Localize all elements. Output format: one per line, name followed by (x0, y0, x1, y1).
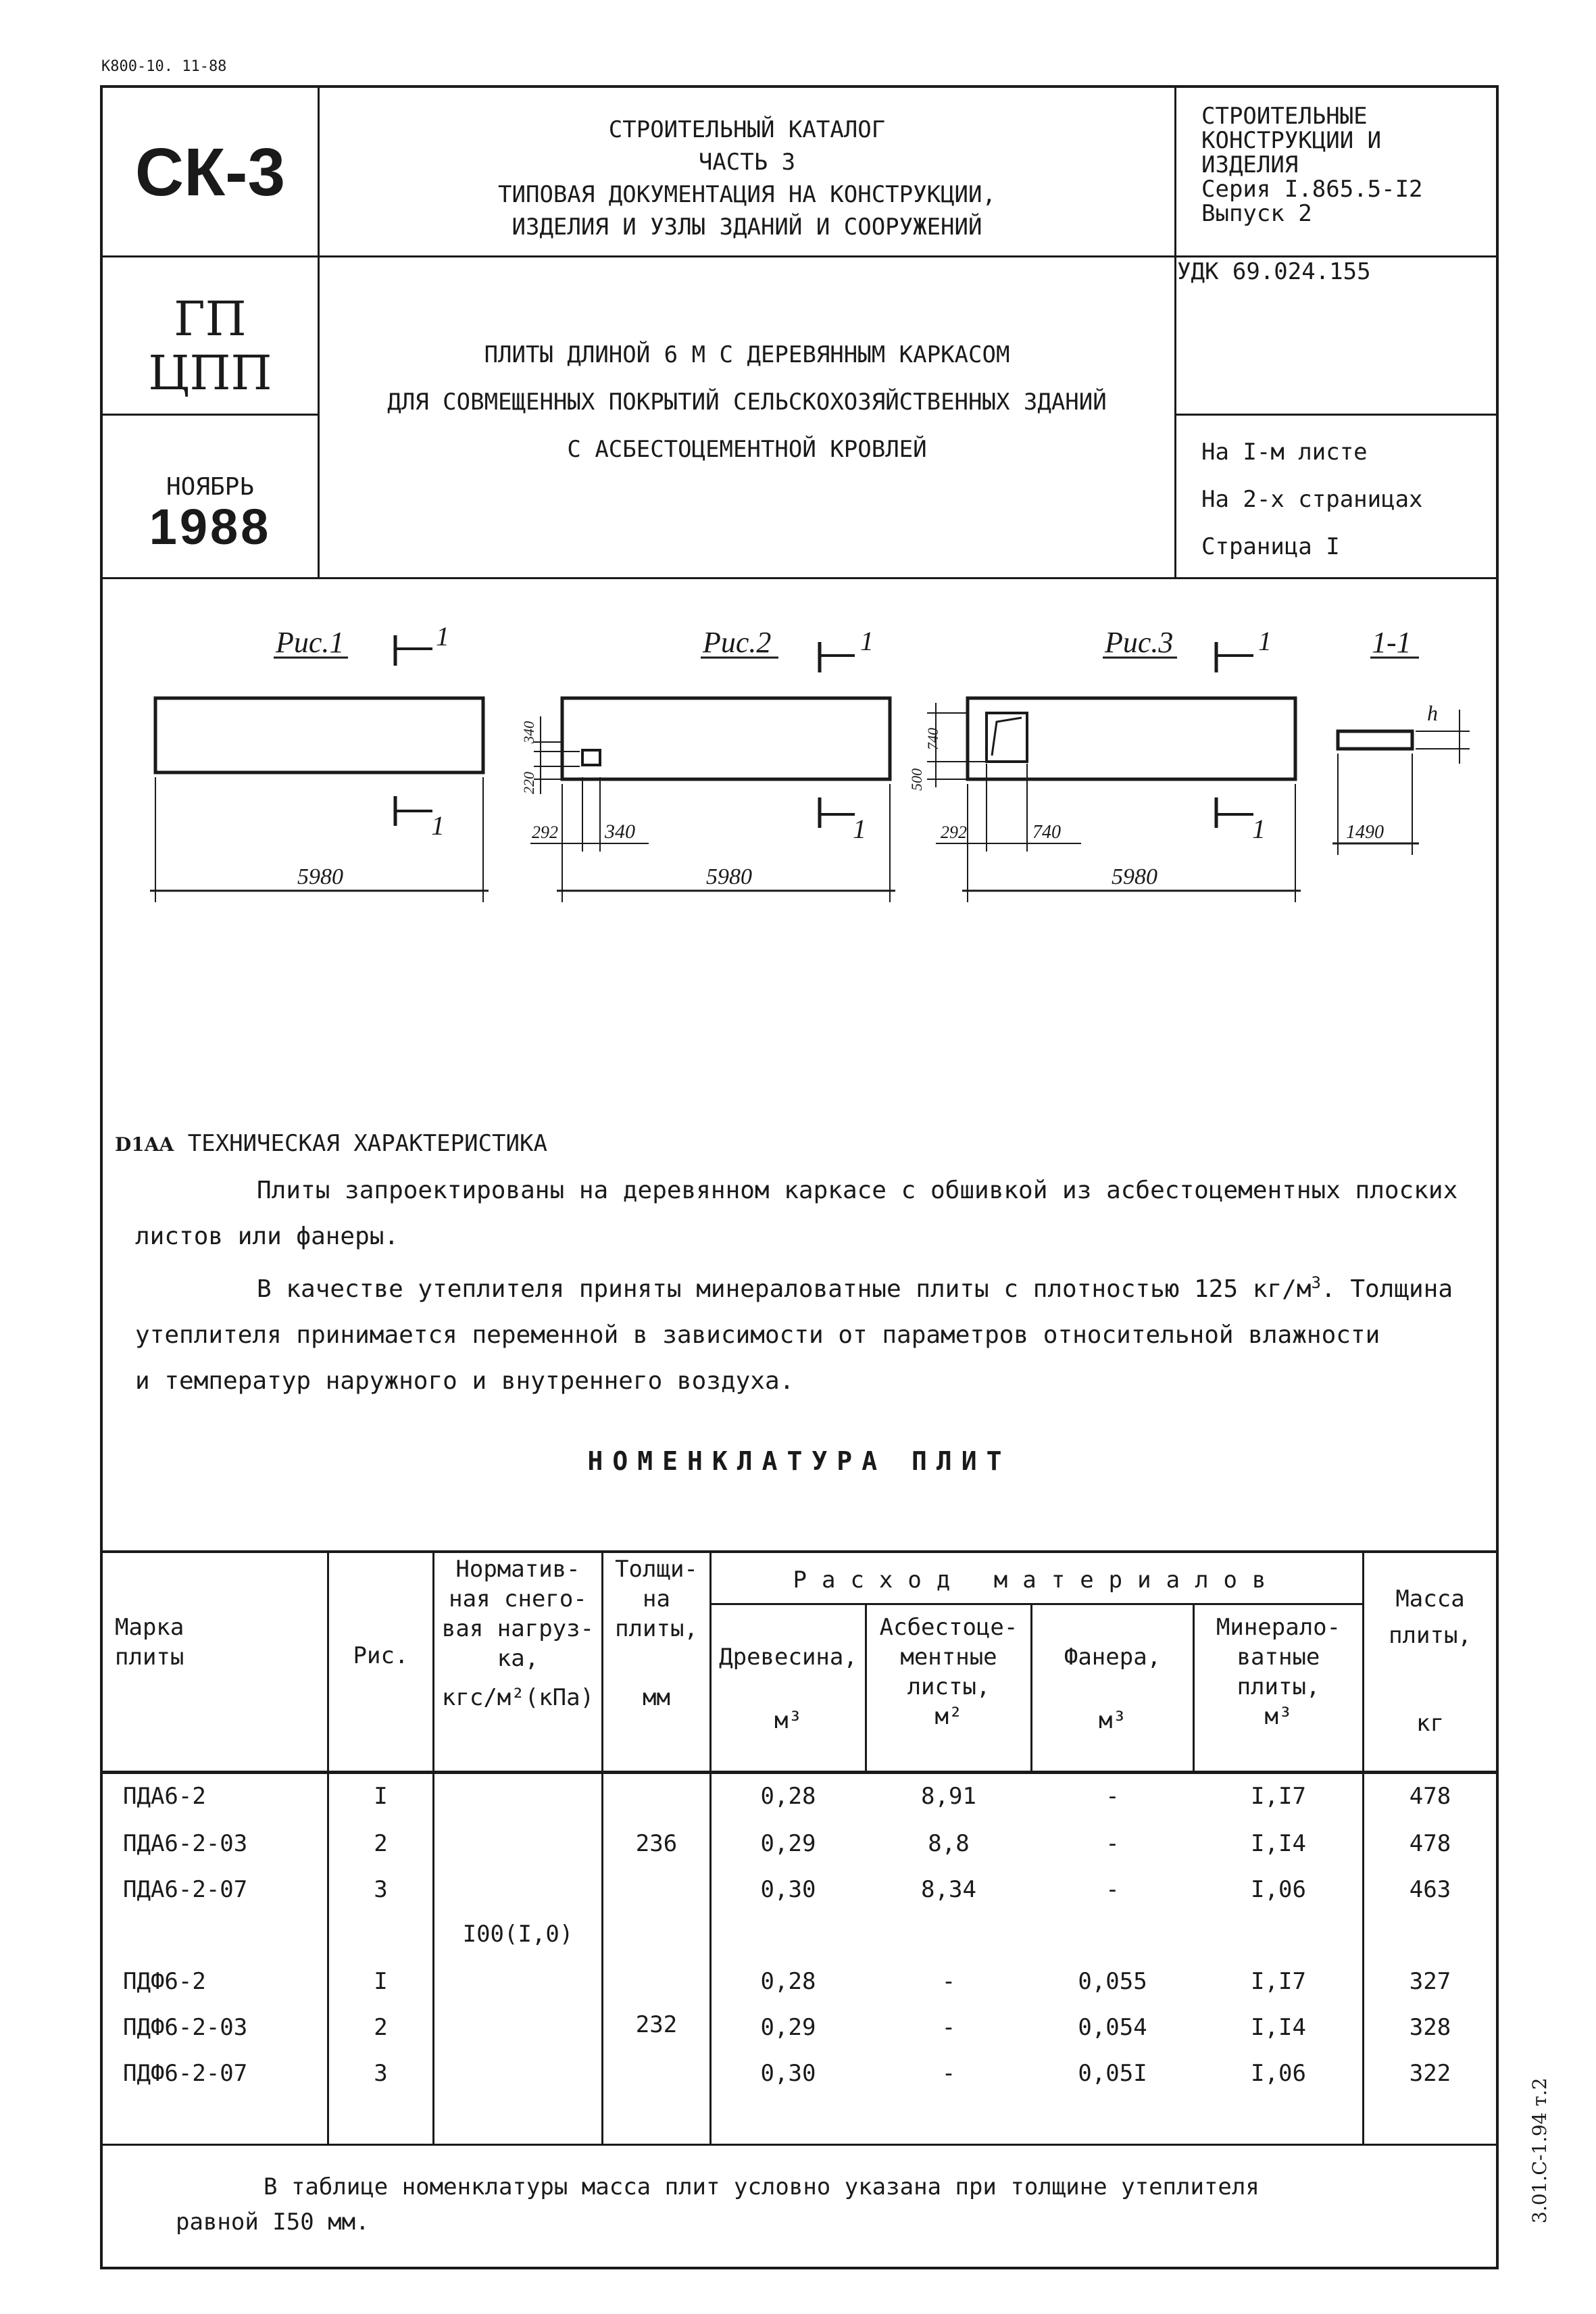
cell-asb: - (941, 2060, 956, 2087)
sheet-info-line: Страница I (1201, 533, 1340, 560)
figure-3-label: Рис.3 (1105, 626, 1174, 659)
cell-mark: ПДФ6-2-03 (123, 2014, 248, 2041)
catalog-line: ЧАСТЬ 3 (698, 149, 796, 176)
header-text: плиты, (615, 1615, 698, 1642)
snow-load-value: I00(I,0) (462, 1921, 574, 1948)
header-text: на (643, 1585, 670, 1613)
cell-mass: 478 (1409, 1783, 1451, 1810)
cut-mark-number: 1 (1258, 626, 1272, 656)
heading-text: ТЕХНИЧЕСКАЯ ХАРАКТЕРИСТИКА (187, 1130, 547, 1157)
opening-height-dimension: 740 (924, 728, 941, 750)
length-dimension: 5980 (706, 864, 752, 889)
cut-mark-number: 1 (853, 814, 866, 844)
section-1-1 (1332, 626, 1470, 855)
header-thickness (603, 1554, 709, 1713)
cell-asb: - (941, 2014, 956, 2041)
catalog-title (320, 114, 1174, 243)
header-text: плиты, (1389, 1622, 1472, 1649)
opening-width-dimension: 740 (1032, 822, 1061, 843)
width-dimension: 1490 (1346, 822, 1384, 843)
cell-wood: 0,29 (760, 2014, 816, 2041)
cut-mark-number: 1 (436, 621, 449, 651)
cell-wood: 0,30 (760, 2060, 816, 2087)
thickness-group-2: 232 (635, 2011, 678, 2038)
issue-month: НОЯБРЬ (166, 473, 255, 501)
series-info-line: Серия I.865.5-I2 (1201, 176, 1423, 203)
plate-plan-outline (562, 698, 890, 779)
udk-code: УДК 69.024.155 (1177, 258, 1371, 285)
header-text: Фанера, (1064, 1644, 1162, 1671)
organization-line: ГП (174, 291, 247, 347)
cut-mark-number: 1 (860, 626, 874, 656)
header-consumption: Расход материалов (793, 1567, 1281, 1594)
header-text: Марка плиты (115, 1614, 184, 1671)
cell-fig: 3 (374, 1876, 388, 1903)
section-outline (1338, 731, 1412, 749)
cut-mark-number: 1 (1252, 814, 1266, 844)
cell-plywood: - (1105, 1783, 1120, 1810)
sheet-info (1201, 428, 1423, 570)
table-rule (100, 2144, 1499, 2146)
cell-fig: 3 (374, 2060, 388, 2087)
table-rule (100, 1771, 1499, 1774)
text-span: В качестве утеплителя приняты минераловатные плиты с плотностью 125 кг/м (257, 1275, 1312, 1303)
header-asbestos (867, 1613, 1030, 1731)
text-line: и температур наружного и внутреннего воздуха. (135, 1367, 795, 1395)
header-wood (712, 1642, 865, 1736)
cell-plywood: 0,055 (1078, 1968, 1147, 1995)
header-text: Норматив- (455, 1556, 580, 1583)
table-note (176, 2169, 1260, 2240)
table-rule (100, 1550, 1499, 1553)
plate-drawings (0, 581, 1596, 933)
cell-min: I,I4 (1251, 1830, 1306, 1857)
catalog-line: СТРОИТЕЛЬНЫЙ КАТАЛОГ (608, 116, 886, 143)
cell-mark: ПДА6-2 (123, 1783, 206, 1810)
header-unit: м³ (1099, 1707, 1126, 1734)
cell-mass: 327 (1409, 1968, 1451, 1995)
opening-width-dimension: 340 (605, 820, 635, 843)
catalog-line: ИЗДЕЛИЯ И УЗЛЫ ЗДАНИЙ И СООРУЖЕНИЙ (512, 214, 982, 241)
series-info-line: ИЗДЕЛИЯ (1201, 151, 1299, 178)
catalog-line: ТИПОВАЯ ДОКУМЕНТАЦИЯ НА КОНСТРУКЦИИ, (498, 181, 996, 208)
tech-paragraph-1 (135, 1168, 1460, 1404)
superscript: 3 (1311, 1273, 1321, 1292)
cell-min: I,I7 (1251, 1783, 1306, 1810)
cell-wood: 0,28 (760, 1783, 816, 1810)
header-mineral-wool (1195, 1613, 1362, 1731)
document-code: К800-10. 11-88 (101, 58, 227, 75)
thickness-group-1: 236 (635, 1830, 678, 1857)
text-span: . Толщина (1320, 1275, 1453, 1303)
cell-min: I,I4 (1251, 2014, 1306, 2041)
header-text: вая нагруз- (441, 1615, 595, 1642)
opening-offset-dimension: 220 (520, 772, 537, 794)
cell-fig: 2 (374, 2014, 388, 2041)
header-mark (115, 1613, 250, 1672)
text-line (135, 1260, 1460, 1312)
organization (103, 292, 318, 400)
figure-1-label: Рис.1 (276, 626, 345, 659)
cell-plywood: 0,05I (1078, 2060, 1147, 2087)
text-line: утеплителя принимается переменной в зависимости от параметров относительной влажности (135, 1321, 1380, 1349)
header-text: Минерало- (1216, 1614, 1341, 1641)
text-line: Плиты запроектированы на деревянном каркасе с обшивкой из асбестоцементных плоских (257, 1177, 1458, 1204)
heading-prefix: D1AA (115, 1133, 174, 1156)
opening-edge-dimension: 292 (941, 822, 967, 842)
opening (582, 750, 600, 765)
note-line: В таблице номенклатуры масса плит условно указана при толщине утеплителя (264, 2173, 1260, 2200)
note-line: равной I50 мм. (176, 2209, 370, 2236)
issue-year: 1988 (149, 499, 272, 555)
sheet-info-line: На I-м листе (1201, 439, 1368, 466)
opening-edge-dimension: 292 (532, 822, 558, 842)
header-unit: мм (643, 1684, 670, 1711)
thickness-dimension: h (1427, 701, 1438, 725)
plate-plan-outline (968, 698, 1295, 779)
header-unit: кгс/м²(кПа) (441, 1684, 595, 1711)
header-figure: Рис. (353, 1642, 409, 1669)
title-line: ДЛЯ СОВМЕЩЕННЫХ ПОКРЫТИЙ СЕЛЬСКОХОЗЯЙСТВЕННЫХ ЗДАНИЙ (387, 389, 1107, 416)
cell-asb: 8,91 (921, 1783, 976, 1810)
header-unit: м³ (774, 1707, 802, 1734)
cell-mark: ПДА6-2-07 (123, 1876, 248, 1903)
figure-1 (150, 621, 489, 902)
series-info-line: СТРОИТЕЛЬНЫЕ (1201, 103, 1368, 130)
cell-mark: ПДФ6-2 (123, 1968, 206, 1995)
cell-plywood: - (1105, 1876, 1120, 1903)
organization-line: ЦПП (148, 345, 272, 401)
series-info-line: КОНСТРУКЦИИ И (1201, 127, 1382, 154)
cell-mass: 478 (1409, 1830, 1451, 1857)
figure-3 (908, 626, 1301, 902)
title-line: ПЛИТЫ ДЛИНОЙ 6 М С ДЕРЕВЯННЫМ КАРКАСОМ (484, 341, 1010, 368)
series-mark: СК-3 (134, 134, 286, 210)
header-snow-load (434, 1554, 601, 1713)
sheet-info-line: На 2-х страницах (1201, 486, 1423, 513)
series-info-line: Выпуск 2 (1201, 200, 1312, 227)
cell-wood: 0,28 (760, 1968, 816, 1995)
cell-asb: - (941, 1968, 956, 1995)
cell-wood: 0,29 (760, 1830, 816, 1857)
header-text: плиты, (1237, 1673, 1320, 1700)
text-line: листов или фанеры. (135, 1223, 399, 1250)
length-dimension: 5980 (1112, 864, 1157, 889)
cell-mark: ПДФ6-2-07 (123, 2060, 248, 2087)
series-info (1201, 104, 1423, 226)
header-text: ментные (900, 1644, 997, 1671)
header-plywood (1032, 1642, 1193, 1736)
header-text: ватные (1237, 1644, 1320, 1671)
cell-min: I,06 (1251, 1876, 1306, 1903)
table-title: НОМЕНКЛАТУРА ПЛИТ (587, 1446, 1012, 1476)
cell-fig: I (374, 1968, 388, 1995)
header-text: ка, (497, 1645, 539, 1672)
length-dimension: 5980 (297, 864, 343, 889)
cell-asb: 8,8 (928, 1830, 970, 1857)
plate-width-dimension: 500 (908, 768, 925, 791)
cell-plywood: - (1105, 1830, 1120, 1857)
section-label: 1-1 (1372, 626, 1412, 659)
cell-mass: 463 (1409, 1876, 1451, 1903)
cell-fig: I (374, 1783, 388, 1810)
cell-mass: 322 (1409, 2060, 1451, 2087)
cut-mark-number: 1 (431, 810, 445, 841)
header-text: Масса (1395, 1585, 1465, 1613)
opening-height-dimension: 340 (520, 721, 537, 743)
plate-plan-outline (155, 698, 483, 772)
cell-asb: 8,34 (921, 1876, 976, 1903)
cell-fig: 2 (374, 1830, 388, 1857)
header-text: листы, (907, 1673, 991, 1700)
table-rule (711, 1603, 1364, 1605)
cell-wood: 0,30 (760, 1876, 816, 1903)
cell-mark: ПДА6-2-03 (123, 1830, 248, 1857)
header-text: Древесина, (719, 1644, 857, 1671)
header-unit: м² (934, 1703, 963, 1730)
header-text: ная снего- (449, 1585, 587, 1613)
cell-min: I,I7 (1251, 1968, 1306, 1995)
opening-diagonal (992, 718, 1022, 756)
header-unit: кг (1416, 1710, 1444, 1737)
cell-mass: 328 (1409, 2014, 1451, 2041)
header-text: Асбестоце- (879, 1614, 1018, 1641)
header-text: Толщи- (615, 1556, 698, 1583)
side-code: 3.01.С-1.94 т.2 (1528, 2077, 1551, 2223)
header-unit: м³ (1264, 1703, 1293, 1730)
header-mass (1364, 1584, 1496, 1738)
document-title (320, 331, 1174, 473)
title-line: С АСБЕСТОЦЕМЕНТНОЙ КРОВЛЕЙ (567, 436, 927, 463)
tech-heading (115, 1130, 547, 1157)
figure-2 (520, 626, 895, 902)
figure-2-label: Рис.2 (703, 626, 772, 659)
cell-plywood: 0,054 (1078, 2014, 1147, 2041)
cell-min: I,06 (1251, 2060, 1306, 2087)
